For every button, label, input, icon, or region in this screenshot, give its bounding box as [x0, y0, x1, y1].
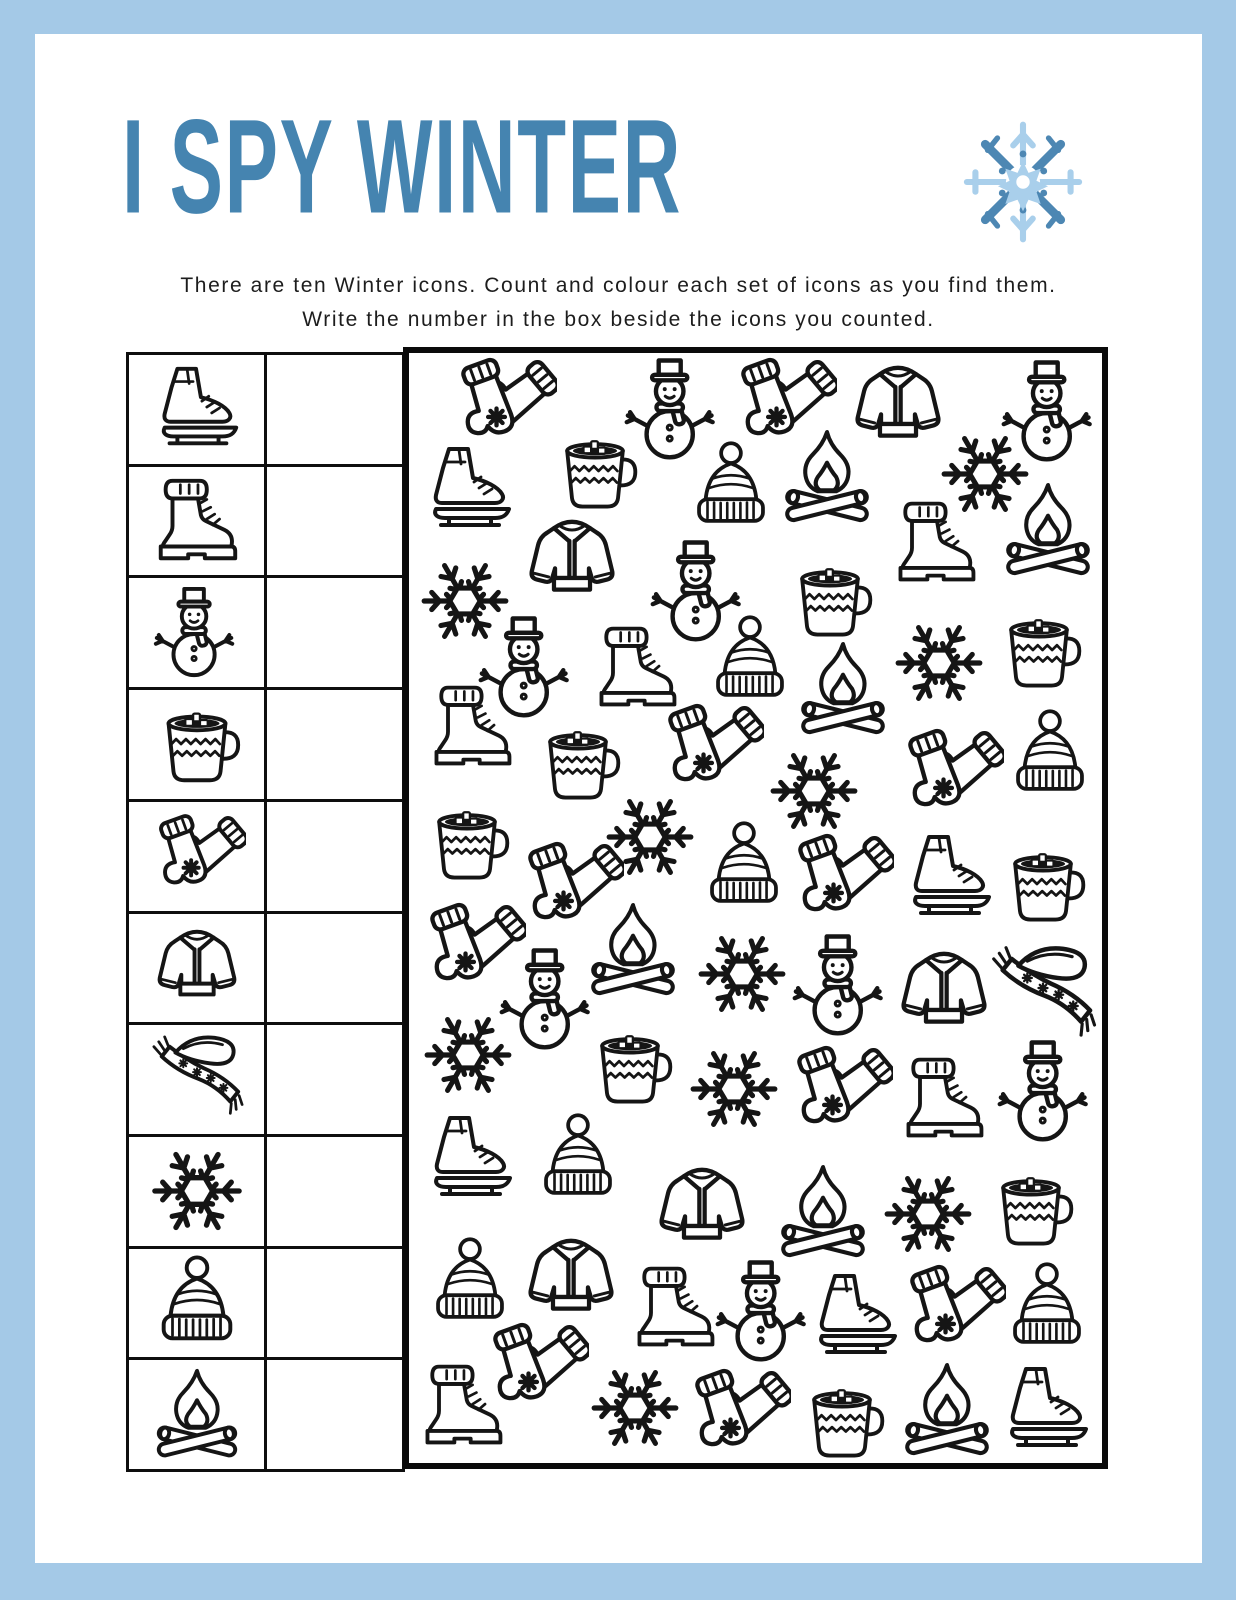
grid-icon-mug: [419, 794, 515, 890]
legend-row: [129, 914, 402, 1026]
beanie-icon: [1000, 1261, 1094, 1355]
legend-row: [129, 1249, 402, 1361]
ice-skate-icon: [419, 440, 519, 540]
grid-icon-boot: [896, 1051, 992, 1147]
answer-box-mug[interactable]: [267, 690, 402, 799]
beanie-icon: [684, 440, 778, 534]
snowflake-icon: [687, 1042, 782, 1137]
grid-icon-snowflake: [588, 1361, 683, 1456]
legend-row: [129, 1360, 402, 1469]
grid-icon-beanie: [531, 1112, 625, 1206]
instructions-line1: There are ten Winter icons. Count and colour each set of icons as you find them.: [180, 274, 1057, 297]
jacket-icon: [519, 508, 625, 614]
snowflake-icon: [148, 1142, 246, 1240]
legend-icon-campfire: [129, 1360, 267, 1469]
legend-icon-beanie: [129, 1249, 267, 1358]
campfire-icon: [792, 639, 894, 741]
mug-icon: [148, 695, 246, 793]
mittens-icon: [786, 826, 894, 934]
mittens-icon: [898, 1257, 1006, 1365]
mug-icon: [995, 836, 1091, 932]
mittens-icon: [683, 1361, 791, 1469]
instructions: [35, 269, 1202, 337]
grid-icon-campfire: [896, 1360, 998, 1462]
grid-icon-mug: [547, 423, 643, 519]
answer-box-snowman[interactable]: [267, 578, 402, 687]
boot-icon: [148, 472, 246, 570]
grid-icon-snowflake: [421, 1008, 516, 1103]
legend-row: [129, 802, 402, 914]
jacket-icon: [649, 1156, 755, 1262]
grid-icon-mug: [582, 1018, 678, 1114]
ice-skate-icon: [805, 1267, 905, 1367]
legend-icon-ice-skate: [129, 355, 267, 464]
grid-icon-ice-skate: [996, 1360, 1096, 1460]
answer-box-campfire[interactable]: [267, 1360, 402, 1469]
beanie-icon: [697, 820, 791, 914]
grid-icon-mug: [794, 1372, 890, 1468]
grid-icon-beanie: [1003, 708, 1097, 802]
grid-icon-mittens: [683, 1361, 791, 1469]
legend-row: [129, 467, 402, 579]
grid-icon-mittens: [896, 721, 1004, 829]
grid-icon-jacket: [649, 1156, 755, 1262]
grid-icon-boot: [415, 1358, 511, 1454]
instructions-line2: Write the number in the box beside the icons you counted.: [302, 308, 935, 331]
grid-icon-mug: [991, 602, 1087, 698]
mug-icon: [991, 602, 1087, 698]
mug-icon: [547, 423, 643, 519]
snowflake-icon: [421, 1008, 516, 1103]
legend-icon-snowflake: [129, 1137, 267, 1246]
answer-box-mittens[interactable]: [267, 802, 402, 911]
legend-icon-boot: [129, 467, 267, 576]
grid-icon-campfire: [997, 480, 1099, 582]
grid-icon-snowman: [709, 1257, 819, 1367]
grid-icon-snowflake: [892, 616, 987, 711]
scarf-icon: [148, 1031, 246, 1129]
mug-icon: [419, 794, 515, 890]
mug-icon: [582, 1018, 678, 1114]
page-title: I SPY WINTER: [122, 91, 683, 243]
grid-icon-campfire: [772, 1162, 874, 1264]
grid-icon-beanie: [1000, 1261, 1094, 1355]
grid-icon-ice-skate: [419, 440, 519, 540]
grid-icon-mittens: [898, 1257, 1006, 1365]
campfire-icon: [997, 480, 1099, 582]
grid-icon-snowflake: [695, 927, 790, 1022]
grid-icon-ice-skate: [899, 828, 999, 928]
campfire-icon: [896, 1360, 998, 1462]
snowman-icon: [991, 1037, 1101, 1147]
grid-icon-campfire: [792, 639, 894, 741]
mittens-icon: [785, 1038, 893, 1146]
snowman-icon: [709, 1257, 819, 1367]
grid-icon-snowflake: [687, 1042, 782, 1137]
grid-icon-beanie: [703, 614, 797, 708]
boot-icon: [415, 1358, 511, 1454]
grid-icon-snowman: [991, 1037, 1101, 1147]
jacket-icon: [148, 919, 246, 1017]
snowman-icon: [148, 584, 246, 682]
legend-icon-jacket: [129, 914, 267, 1023]
answer-box-ice-skate[interactable]: [267, 355, 402, 464]
snowflake-icon: [588, 1361, 683, 1456]
snowflake-decoration-icon: [962, 119, 1084, 245]
beanie-icon: [1003, 708, 1097, 802]
grid-icon-mittens: [656, 696, 764, 804]
grid-icon-boot: [888, 495, 984, 591]
boot-icon: [424, 679, 520, 775]
legend-row: [129, 1137, 402, 1249]
legend-icon-mittens: [129, 802, 267, 911]
icon-search-grid: [403, 347, 1108, 1469]
mug-icon: [983, 1160, 1079, 1256]
ice-skate-icon: [420, 1109, 520, 1209]
legend-icon-snowman: [129, 578, 267, 687]
answer-box-beanie[interactable]: [267, 1249, 402, 1358]
grid-icon-jacket: [519, 508, 625, 614]
campfire-icon: [148, 1366, 246, 1464]
mittens-icon: [656, 696, 764, 804]
campfire-icon: [772, 1162, 874, 1264]
ice-skate-icon: [148, 360, 246, 458]
mittens-icon: [148, 807, 246, 905]
snowflake-icon: [695, 927, 790, 1022]
grid-icon-mittens: [785, 1038, 893, 1146]
grid-icon-campfire: [776, 427, 878, 529]
ice-skate-icon: [996, 1360, 1096, 1460]
legend-row: [129, 578, 402, 690]
legend-table: [126, 352, 405, 1472]
grid-icon-snowflake: [881, 1167, 976, 1262]
beanie-icon: [703, 614, 797, 708]
boot-icon: [896, 1051, 992, 1147]
snowman-icon: [786, 931, 896, 1041]
snowflake-icon: [881, 1167, 976, 1262]
legend-row: [129, 1025, 402, 1137]
jacket-icon: [891, 940, 997, 1046]
beanie-icon: [531, 1112, 625, 1206]
grid-icon-beanie: [684, 440, 778, 534]
grid-icon-beanie: [697, 820, 791, 914]
legend-row: [129, 690, 402, 802]
legend-icon-mug: [129, 690, 267, 799]
beanie-icon: [148, 1254, 246, 1352]
grid-icon-boot: [424, 679, 520, 775]
answer-box-jacket[interactable]: [267, 914, 402, 1023]
mug-icon: [794, 1372, 890, 1468]
answer-box-snowflake[interactable]: [267, 1137, 402, 1246]
snowflake-icon: [892, 616, 987, 711]
grid-icon-ice-skate: [420, 1109, 520, 1209]
answer-box-boot[interactable]: [267, 467, 402, 576]
answer-box-scarf[interactable]: [267, 1025, 402, 1134]
grid-icon-snowman: [786, 931, 896, 1041]
campfire-icon: [776, 427, 878, 529]
grid-icon-jacket: [891, 940, 997, 1046]
grid-icon-mug: [995, 836, 1091, 932]
grid-icon-ice-skate: [805, 1267, 905, 1367]
grid-icon-mug: [983, 1160, 1079, 1256]
legend-row: [129, 355, 402, 467]
boot-icon: [888, 495, 984, 591]
ice-skate-icon: [899, 828, 999, 928]
grid-icon-mittens: [786, 826, 894, 934]
legend-icon-scarf: [129, 1025, 267, 1134]
mittens-icon: [896, 721, 1004, 829]
